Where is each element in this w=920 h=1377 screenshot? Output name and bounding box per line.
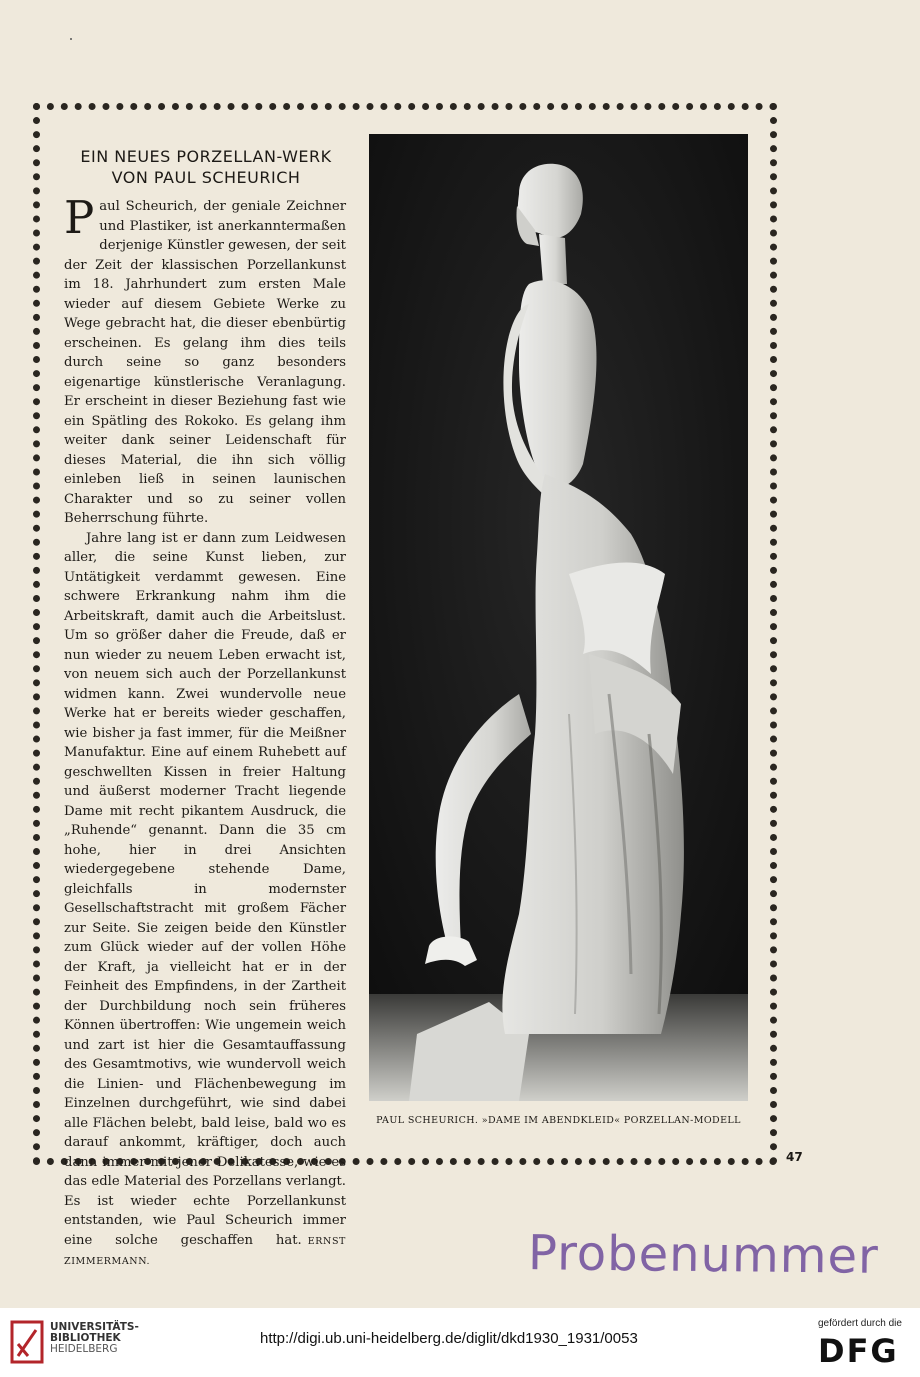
university-library-logo-icon xyxy=(10,1320,44,1364)
dfg-logo: DFG xyxy=(818,1332,899,1370)
library-line-3: HEIDELBERG xyxy=(50,1343,118,1355)
paragraph-2-text: Jahre lang ist er dann zum Leidwesen aller, die seine Kunst lieben, zur Untätigkeit verdammt gewesen. Eine schwere Erkrankung nahm ihm die Arbeitskraft, damit auch die Arbeitslust. Um so größer daher die Freude, daß er nun wieder zu neuem Leben erwacht ist, von neuem sich auch der Porzellankunst widmen kann. Zwei wundervolle neue Werke hat er bereits wieder geschaffen, wie bisher ja fast immer, für die Meißner Manufaktur. Eine auf einem Ruhebett auf geschwellten Kissen in freier Haltung und äußerst moderner Tracht liegende Dame mit recht pikantem Ausdruck, die „Ruhende“ genannt. Dann die 35 cm hohe, hier in drei Ansichten wiedergegebene stehende Dame, gleichfalls in modernster Gesellschaftstracht mit großem Fächer zur Seite. Sie zeigen beide den Künstler zum Glück wieder auf der vollen Höhe der Kraft, ja vielleicht hat er in der Feinheit des Empfindens, in der Zartheit der Durchbildung noch sein früheres Können übertroffen: Wie ungemein weich und zart ist hier die Gesamtauffassung des Gesamtmotivs, wie wundervoll weich die Linien- und Flächenbewegung im Einzelnen durchgeführt, wie sind dabei alle Flächen belebt, bald leise, bald wo es darauf ankommt, kräftiger, doch auch dann immer mit jener Delikatesse, wie es das edle Material des Porzellans verlangt. Es ist wieder echte Porzellankunst entstanden, wie Paul Scheurich immer eine solche geschaffen hat. xyxy=(64,530,346,1248)
article-heading xyxy=(56,146,356,188)
paragraph-2 xyxy=(64,529,346,1272)
library-line-2: BIBLIOTHEK xyxy=(50,1332,121,1344)
heading-line-1: EIN NEUES PORZELLAN-WERK xyxy=(80,147,332,166)
author-signature: ERNST ZIMMERMANN. xyxy=(64,1235,346,1267)
figure-caption: PAUL SCHEURICH. »DAME IM ABENDKLEID« PORZELLAN-MODELL xyxy=(376,1115,741,1126)
article-body xyxy=(64,191,346,1272)
permalink-url[interactable]: http://digi.ub.uni-heidelberg.de/diglit/dkd1930_1931/0053 xyxy=(260,1330,638,1347)
heading-line-2: VON PAUL SCHEURICH xyxy=(111,168,301,187)
porcelain-figure-image xyxy=(369,134,748,1101)
library-name xyxy=(50,1322,139,1355)
paragraph-1 xyxy=(64,191,346,529)
library-line-1: UNIVERSITÄTS- xyxy=(50,1321,139,1333)
sample-issue-stamp: Probenummer xyxy=(527,1225,880,1285)
paragraph-1-text: aul Scheurich, der geniale Zeichner und Plastiker, ist anerkanntermaßen derjenige Künstler gewesen, der seit der Zeit der klassischen Porzellankunst im 18. Jahrhundert zum ersten Male wieder auf diesem Gebiete Werke zu Wege gebracht hat, die dieser ebenbürtig erscheinen. Es gelang ihm dies teils durch seine so ganz besonders eigenartige künstlerische Veranlagung. Er erscheint in dieser Beziehung fast wie ein Spätling des Rokoko. Es gelang ihm weiter dank seiner Leidenschaft für dieses Material, die ihn sich völlig einleben ließ in seinen launischen Charakter und so zu seiner vollen Beherrschung führte. xyxy=(64,199,346,526)
drop-cap: P xyxy=(64,191,95,244)
digitization-footer xyxy=(0,1308,920,1377)
sculpture-photograph xyxy=(369,134,748,1101)
dust-speck xyxy=(70,38,72,40)
page-number: 47 xyxy=(786,1150,803,1164)
funding-label: gefördert durch die xyxy=(818,1318,902,1329)
